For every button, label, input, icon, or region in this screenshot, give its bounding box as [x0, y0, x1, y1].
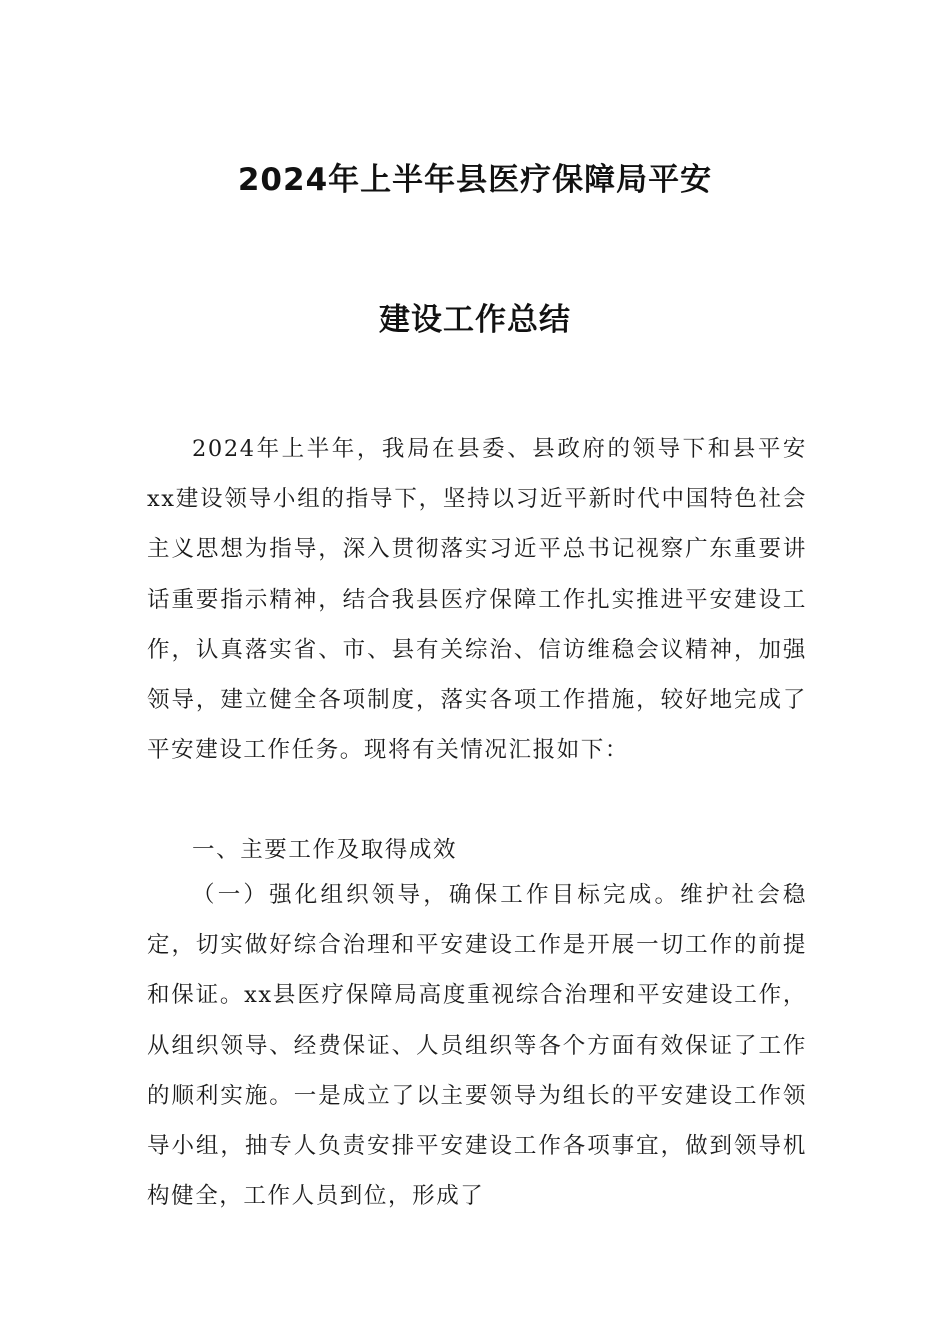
section-heading: 一、主要工作及取得成效	[192, 837, 458, 863]
section-1-paragraph: （一）强化组织领导，确保工作目标完成。维护社会稳定，切实做好综合治理和平安建设工作是开展一切工作的前提和保证。xx县医疗保障局高度重视综合治理和平安建设工作，从组织领导、经费保证、人员组织等各个方面有效保证了工作的顺利实施。一是成立了以主要领导为组长的平安建设工作领导小组，抽专人负责安排平安建设工作各项事宜，做到领导机构健全，工作人员到位，形成了	[147, 882, 807, 1210]
document-title-line-2: 建设工作总结	[379, 302, 571, 338]
intro-paragraph: 2024年上半年，我局在县委、县政府的领导下和县平安xx建设领导小组的指导下，坚持以习近平新时代中国特色社会主义思想为指导，深入贯彻落实习近平总书记视察广东重要讲话重要指示精神，结合我县医疗保障工作扎实推进平安建设工作，认真落实省、市、县有关综治、信访维稳会议精神，加强领导，建立健全各项制度，落实各项工作措施，较好地完成了平安建设工作任务。现将有关情况汇报如下：	[147, 436, 807, 764]
document-title-line-1: 2024年上半年县医疗保障局平安	[237, 162, 713, 198]
